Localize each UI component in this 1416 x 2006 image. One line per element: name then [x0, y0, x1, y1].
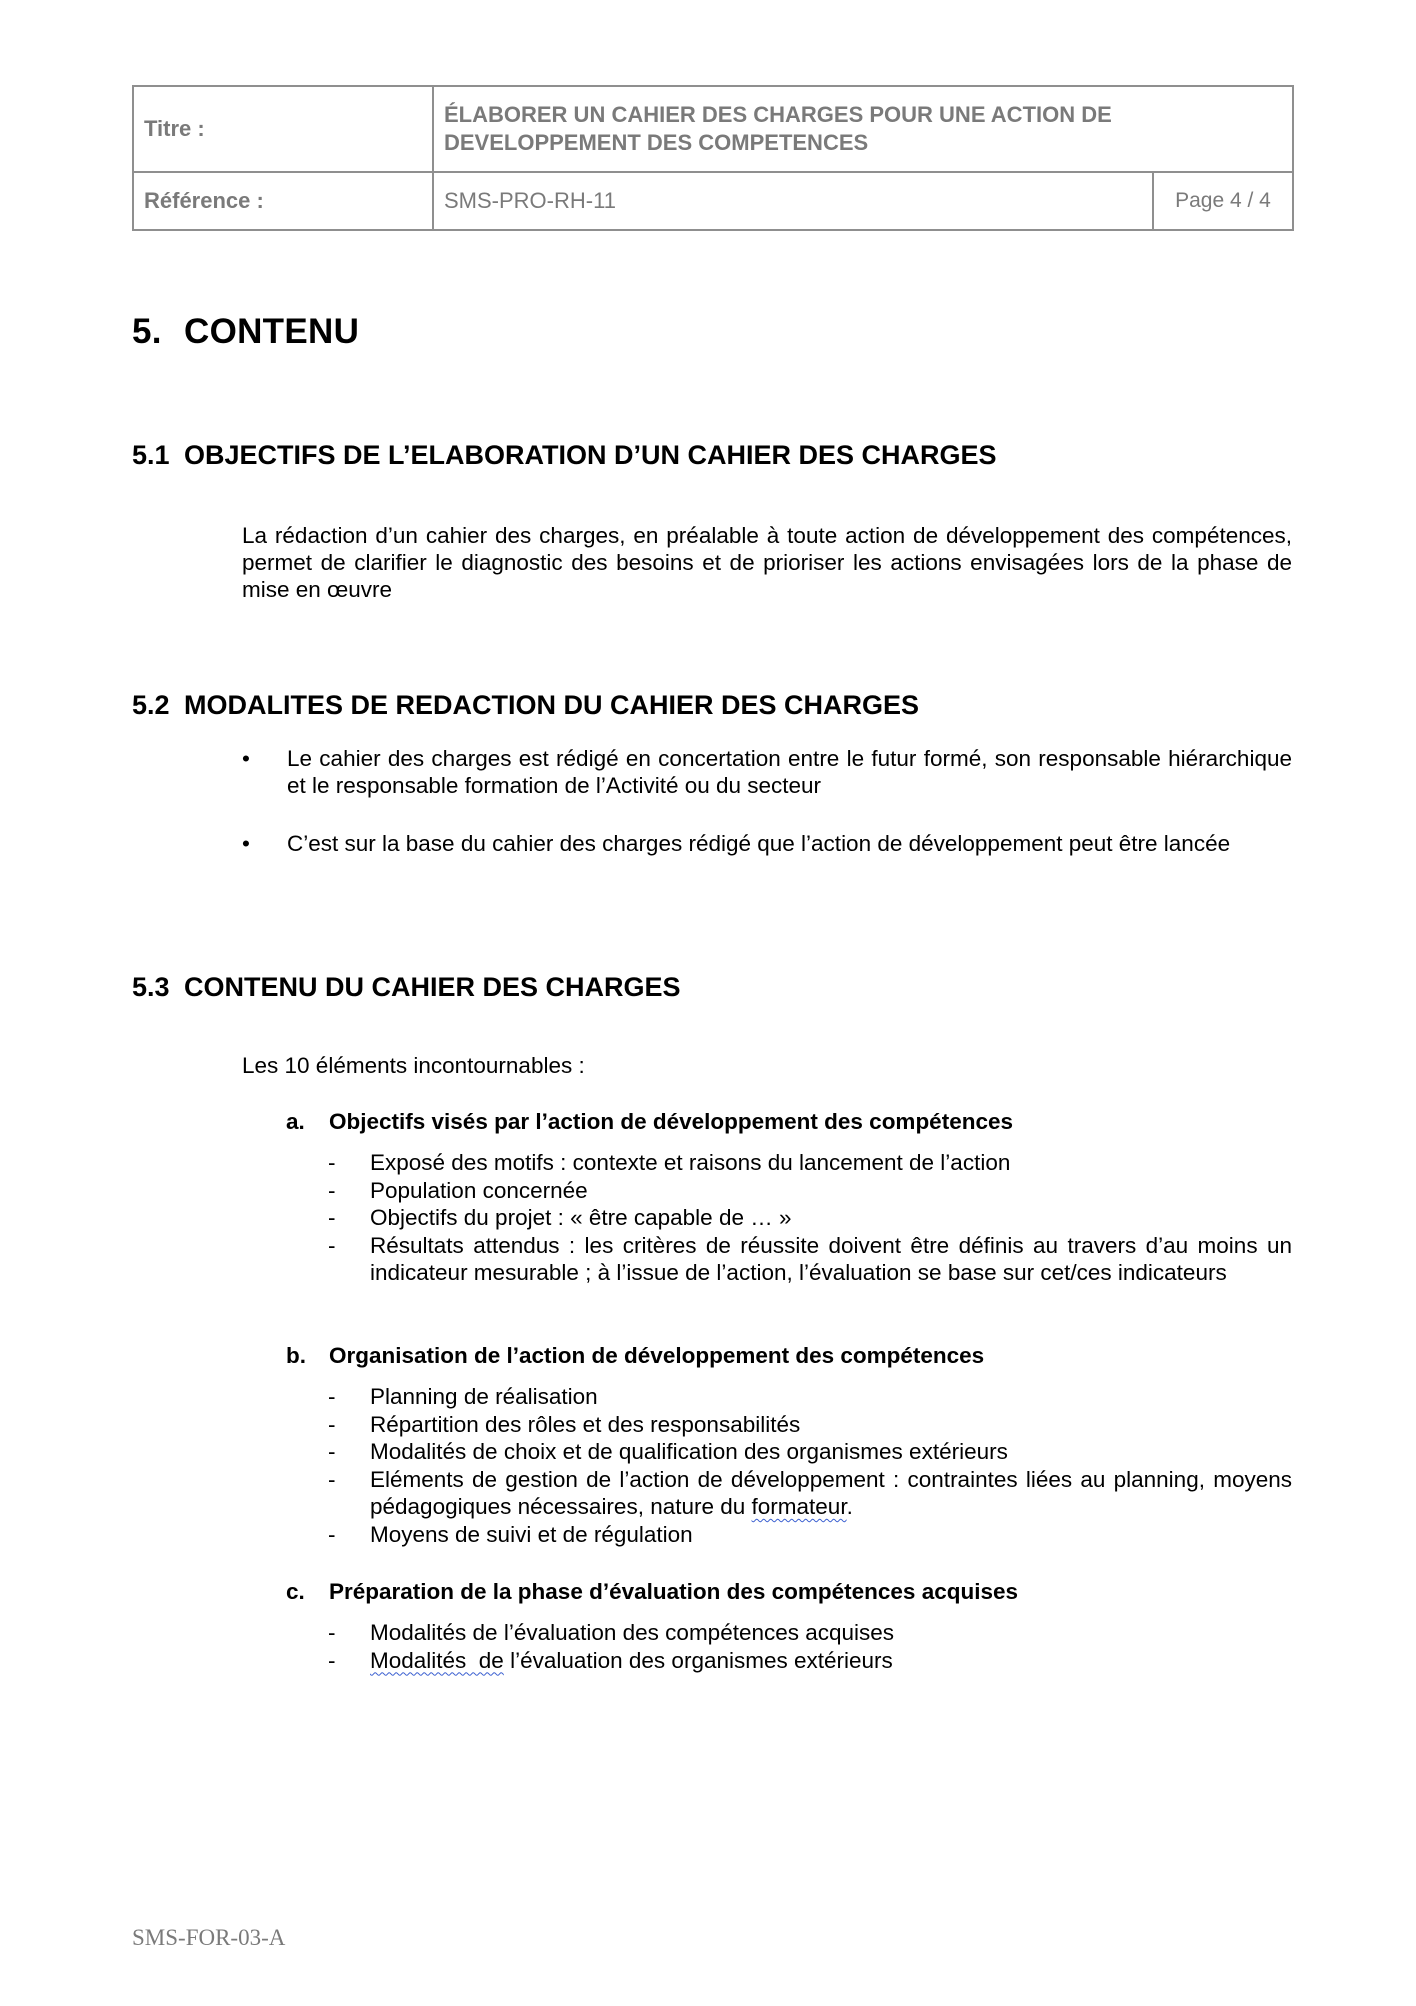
list-item-text: Planning de réalisation — [370, 1384, 598, 1409]
list-item — [328, 1232, 1292, 1287]
list-item-text: Modalités de l’évaluation des compétences acquises — [370, 1620, 895, 1645]
list-item-text: Exposé des motifs : contexte et raisons du lancement de l’action — [370, 1150, 1011, 1175]
list-item-text: Eléments de gestion de l’action de développement : contraintes liées au planning, moyens pédagogiques nécessaires, nature du — [370, 1466, 1292, 1519]
subsection-c-list — [328, 1619, 1292, 1674]
header-title-row — [133, 86, 1293, 172]
list-item — [328, 1438, 1292, 1466]
list-item — [328, 1204, 1292, 1232]
list-item-text: Répartition des rôles et des responsabilités — [370, 1411, 801, 1437]
subsection-c-letter: c. — [286, 1579, 305, 1604]
list-item — [328, 1521, 1292, 1549]
bullet-item — [242, 745, 1292, 799]
document-title-line-1: ÉLABORER UN CAHIER DES CHARGES POUR UNE ACTION DE — [444, 102, 1112, 127]
dash-marker: - — [328, 1439, 336, 1464]
section-5-number: 5. — [132, 312, 162, 351]
subsection-b-heading — [286, 1342, 984, 1369]
dash-marker: - — [328, 1466, 336, 1492]
section-5-3-number: 5.3 — [132, 972, 170, 1002]
list-item-text: Moyens de suivi et de régulation — [370, 1521, 693, 1547]
list-item — [328, 1177, 1292, 1205]
list-item-text: l’évaluation des organismes extérieurs — [503, 1647, 893, 1673]
subsection-c-title: Préparation de la phase d’évaluation des compétences acquises — [329, 1579, 1019, 1604]
page-number: Page 4 / 4 — [1153, 172, 1293, 230]
bullet-symbol: • — [242, 831, 250, 856]
dash-marker: - — [328, 1411, 336, 1437]
section-5-title: CONTENU — [184, 312, 360, 351]
list-item — [328, 1383, 1292, 1411]
document-title-line-2: DEVELOPPEMENT DES COMPETENCES — [444, 130, 869, 155]
list-item — [328, 1466, 1292, 1521]
list-item-text: Résultats attendus : les critères de réussite doivent être définis au travers d’au moins un indicateur mesurable ; à l’issue de l’action, l’évaluation se base sur cet/ces indicateurs — [370, 1232, 1292, 1285]
dash-marker: - — [328, 1177, 336, 1203]
reference-label: Référence : — [133, 172, 433, 230]
subsection-a-letter: a. — [286, 1109, 305, 1134]
list-item-text: Modalités de choix et de qualification des organismes extérieurs — [370, 1439, 1008, 1464]
section-5-3-heading — [132, 972, 681, 1003]
section-5-1-number: 5.1 — [132, 440, 170, 470]
list-item-text: Population concernée — [370, 1177, 588, 1203]
section-5-1-title: OBJECTIFS DE L’ELABORATION D’UN CAHIER DES CHARGES — [184, 440, 997, 470]
subsection-b-list — [328, 1383, 1292, 1548]
list-item — [328, 1149, 1292, 1177]
section-5-2-heading — [132, 690, 919, 721]
header-table — [132, 85, 1294, 231]
dash-marker: - — [328, 1232, 336, 1258]
subsection-b-title: Organisation de l’action de développement des compétences — [329, 1343, 985, 1368]
document-title — [433, 86, 1293, 172]
subsection-a-list — [328, 1149, 1292, 1287]
subsection-a-title: Objectifs visés par l’action de développement des compétences — [329, 1109, 1013, 1134]
dash-marker: - — [328, 1205, 336, 1230]
section-5-heading — [132, 312, 359, 352]
section-5-1-heading — [132, 440, 997, 471]
section-5-3-title: CONTENU DU CAHIER DES CHARGES — [184, 972, 681, 1002]
list-item — [328, 1619, 1292, 1647]
section-5-2-title: MODALITES DE REDACTION DU CAHIER DES CHARGES — [184, 690, 920, 720]
dash-marker: - — [328, 1150, 336, 1175]
reference-value: SMS-PRO-RH-11 — [433, 172, 1153, 230]
spellcheck-flagged-word: Modalités de — [370, 1647, 504, 1673]
list-item-text-end: . — [846, 1494, 853, 1519]
dash-marker: - — [328, 1620, 336, 1645]
subsection-a-heading — [286, 1108, 1013, 1135]
bullet-text: Le cahier des charges est rédigé en concertation entre le futur formé, son responsable hiérarchique et le responsable formation de l’Activité ou du secteur — [287, 746, 1292, 798]
header-reference-row — [133, 172, 1293, 230]
dash-marker: - — [328, 1521, 336, 1547]
subsection-b-letter: b. — [286, 1343, 306, 1368]
list-item-text: Objectifs du projet : « être capable de … » — [370, 1205, 792, 1230]
spellcheck-flagged-word: formateur — [751, 1494, 847, 1519]
section-5-3-intro: Les 10 éléments incontournables : — [242, 1053, 585, 1078]
bullet-text: C’est sur la base du cahier des charges rédigé que l’action de développement peut être lancée — [287, 831, 1231, 856]
section-5-2-number: 5.2 — [132, 690, 170, 720]
bullet-item — [242, 830, 1292, 857]
list-item — [328, 1647, 1292, 1675]
subsection-c-heading — [286, 1578, 1018, 1605]
list-item — [328, 1411, 1292, 1439]
section-5-1-paragraph: La rédaction d’un cahier des charges, en préalable à toute action de développement des compétences, permet de clarifier le diagnostic des besoins et de prioriser les actions envisagées lors de la phase de mise en œuvre — [242, 523, 1292, 602]
bullet-symbol: • — [242, 746, 250, 771]
dash-marker: - — [328, 1384, 336, 1409]
form-reference-footer: SMS-FOR-03-A — [132, 1925, 286, 1950]
dash-marker: - — [328, 1647, 336, 1673]
title-label: Titre : — [133, 86, 433, 172]
